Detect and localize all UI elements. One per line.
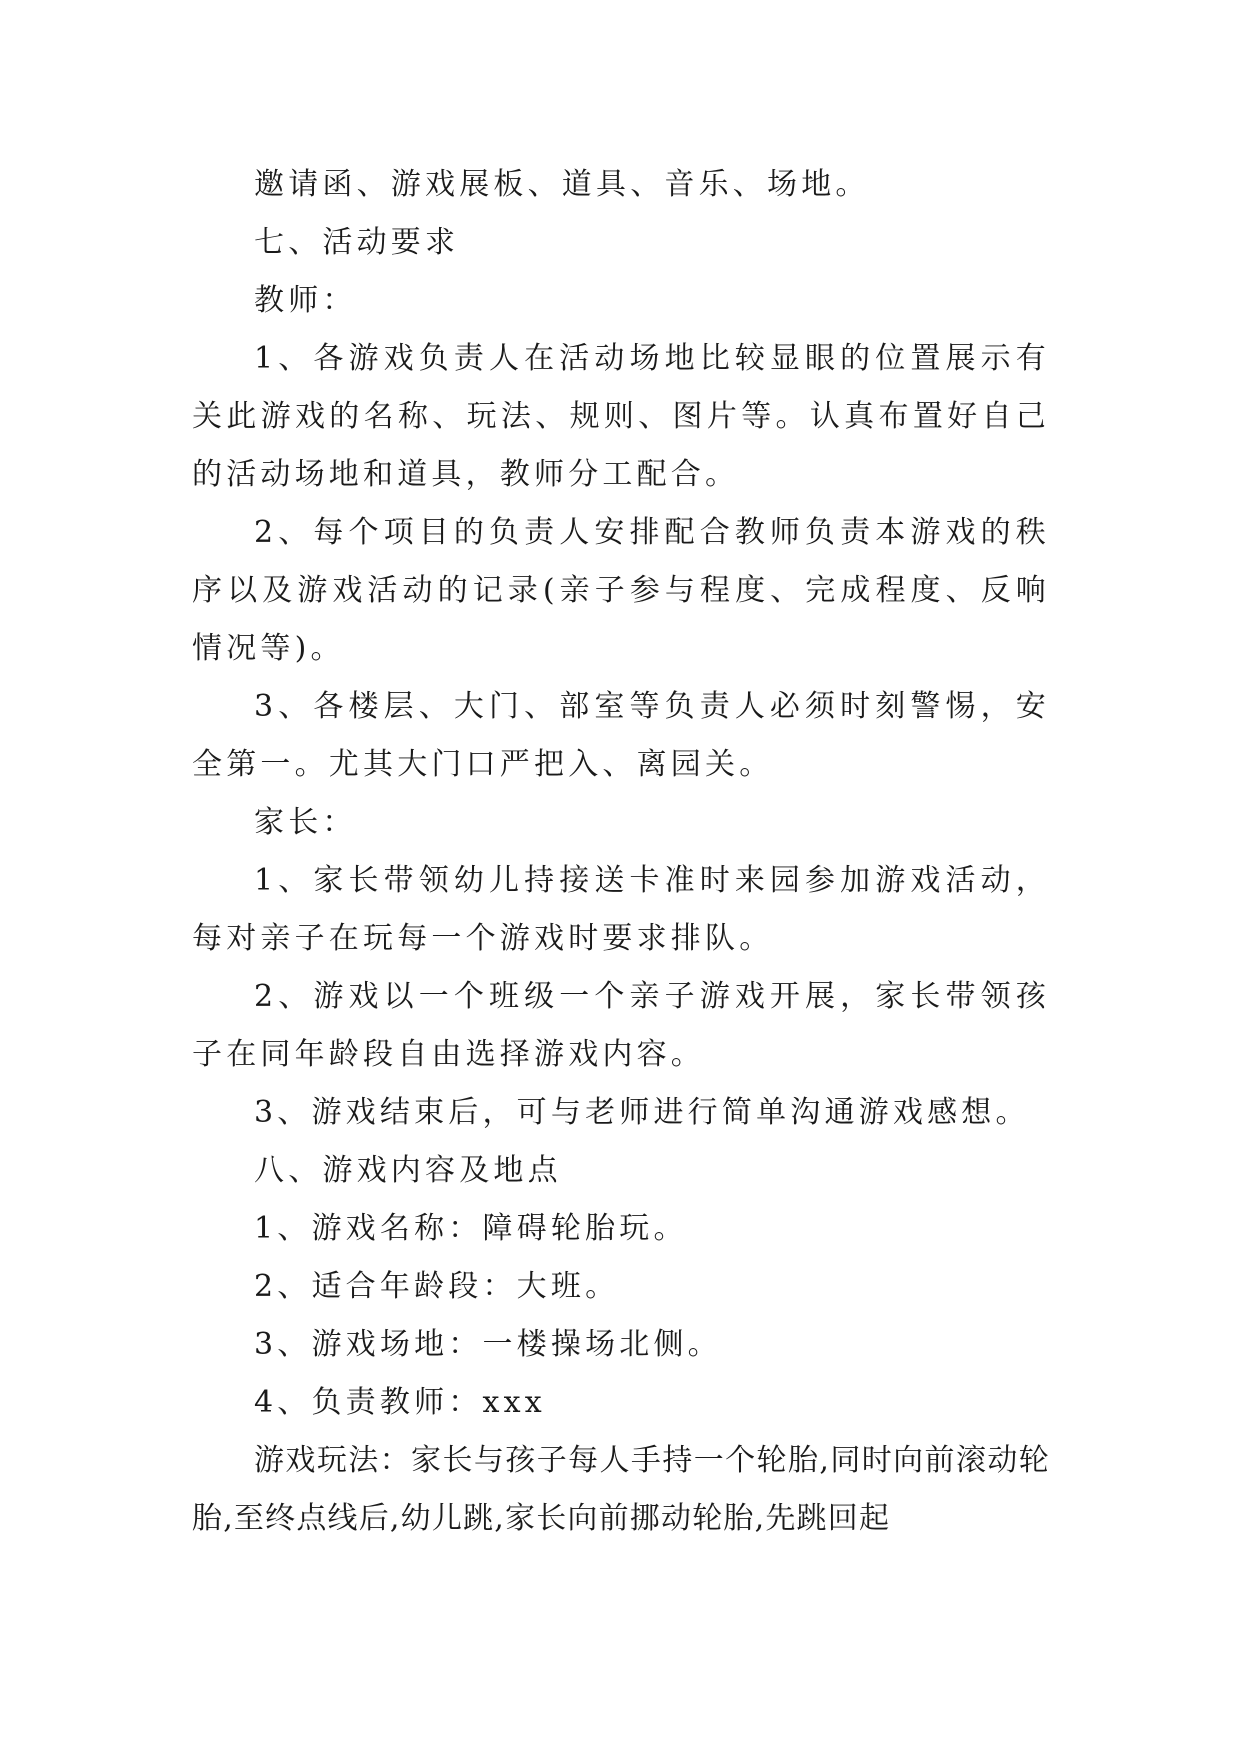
paragraph-age-group: 2、适合年龄段：大班。 (254, 1269, 620, 1304)
paragraph-responsible-teacher: 4、负责教师：xxx (254, 1385, 546, 1420)
paragraph-game-venue: 3、游戏场地：一楼操场北侧。 (254, 1327, 722, 1362)
paragraph-teacher-item-2: 2、每个项目的负责人安排配合教师负责本游戏的秩序以及游戏活动的记录(亲子参与程度、完成程度、反响情况等)。 (192, 515, 1050, 666)
paragraph-teacher-item-1: 1、各游戏负责人在活动场地比较显眼的位置展示有关此游戏的名称、玩法、规则、图片等。认真布置好自己的活动场地和道具，教师分工配合。 (192, 341, 1050, 492)
heading-teachers: 教师： (254, 283, 357, 318)
paragraph-teacher-item-3: 3、各楼层、大门、部室等负责人必须时刻警惕，安全第一。尤其大门口严把入、离园关。 (192, 689, 1050, 782)
paragraph-parent-item-3: 3、游戏结束后，可与老师进行简单沟通游戏感想。 (254, 1095, 1030, 1130)
heading-game-content: 八、游戏内容及地点 (254, 1153, 562, 1188)
paragraph-game-rules: 游戏玩法：家长与孩子每人手持一个轮胎,同时向前滚动轮胎,至终点线后,幼儿跳,家长向前挪动轮胎,先跳回起 (192, 1443, 1050, 1536)
heading-parents: 家长： (254, 805, 357, 840)
paragraph-parent-item-2: 2、游戏以一个班级一个亲子游戏开展，家长带领孩子在同年龄段自由选择游戏内容。 (192, 979, 1050, 1072)
document-page (192, 156, 1050, 1548)
heading-activity-requirements: 七、活动要求 (254, 225, 460, 260)
paragraph-parent-item-1: 1、家长带领幼儿持接送卡准时来园参加游戏活动，每对亲子在玩每一个游戏时要求排队。 (192, 863, 1050, 956)
paragraph-materials: 邀请函、游戏展板、道具、音乐、场地。 (254, 167, 870, 202)
paragraph-game-name: 1、游戏名称：障碍轮胎玩。 (254, 1211, 688, 1246)
